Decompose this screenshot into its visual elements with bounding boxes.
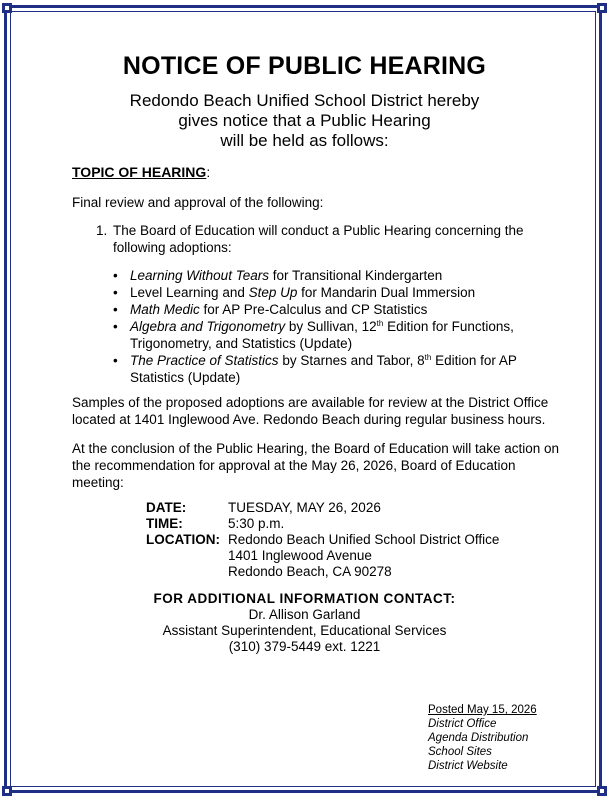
adoption-detail: Edition for Functions, (383, 319, 514, 334)
bullet-icon: • (113, 268, 118, 283)
border-corner-ornament (597, 3, 607, 13)
topic-colon: : (206, 164, 211, 180)
contact-position: Assistant Superintendent, Educational Services (162, 623, 447, 638)
adoption-title: The Practice of Statistics (130, 353, 279, 368)
samples-line: Samples of the proposed adoptions are available for review at the District Office (72, 395, 549, 410)
bullet-icon: • (113, 319, 118, 334)
border-corner-ornament (2, 786, 12, 796)
bullet-icon: • (113, 302, 118, 317)
adoption-detail: for Mandarin Dual Immersion (297, 285, 476, 300)
lead-text: Final review and approval of the following: (72, 195, 324, 210)
date-label: DATE: (146, 500, 187, 515)
item-text-line: The Board of Education will conduct a Public Hearing concerning the (113, 223, 524, 238)
item-text-line: following adoptions: (113, 240, 232, 255)
contact-phone: (310) 379-5449 ext. 1221 (228, 639, 381, 654)
adoption-line2: Trigonometry, and Statistics (Update) (130, 336, 353, 351)
adoption-detail: for AP Pre-Calculus and CP Statistics (199, 302, 428, 317)
distribution-item: District Website (428, 760, 508, 772)
time-label: TIME: (146, 516, 183, 531)
location-line: 1401 Inglewood Avenue (228, 548, 372, 563)
distribution-item: Agenda Distribution (428, 732, 529, 744)
adoption-title: Learning Without Tears (130, 268, 269, 283)
notice-title: NOTICE OF PUBLIC HEARING (122, 52, 487, 80)
location-label: LOCATION: (146, 532, 220, 547)
contact-name: Dr. Allison Garland (248, 607, 361, 622)
adoption-detail: by Starnes and Tabor, 8 (278, 353, 425, 368)
bullet-icon: • (113, 353, 118, 368)
bullet-icon: • (113, 285, 118, 300)
intro-line: will be held as follows: (220, 131, 389, 150)
distribution-item: District Office (428, 718, 497, 730)
border-corner-ornament (2, 3, 12, 13)
conclusion-line: the recommendation for approval at the May 26, 2026, Board of Education (72, 458, 516, 473)
conclusion-line: meeting: (72, 475, 124, 490)
item-number: 1. (96, 223, 108, 238)
adoption-title: Step Up (248, 285, 298, 300)
topic-label: TOPIC OF HEARING (72, 164, 207, 180)
intro-line: gives notice that a Public Hearing (178, 111, 431, 130)
posted-date: Posted May 15, 2026 (428, 704, 537, 716)
distribution-item: School Sites (428, 746, 492, 758)
intro-line: Redondo Beach Unified School District hereby (129, 91, 480, 110)
date-value: TUESDAY, MAY 26, 2026 (228, 500, 381, 515)
contact-heading: FOR ADDITIONAL INFORMATION CONTACT: (153, 591, 456, 606)
adoption-detail: for Transitional Kindergarten (268, 268, 443, 283)
ordinal-suffix: th (424, 353, 432, 362)
time-value: 5:30 p.m. (228, 516, 285, 531)
adoption-line2: Statistics (Update) (130, 370, 241, 385)
adoption-prefix: Level Learning and (130, 285, 249, 300)
topic-heading (72, 164, 210, 180)
location-line: Redondo Beach, CA 90278 (228, 564, 392, 579)
adoption-detail: by Sullivan, 12 (285, 319, 377, 334)
samples-line: located at 1401 Inglewood Ave. Redondo Beach during regular business hours. (72, 412, 546, 427)
adoption-title: Algebra and Trigonometry (130, 319, 286, 334)
adoption-title: Math Medic (130, 302, 200, 317)
adoption-detail: Edition for AP (431, 353, 517, 368)
location-line: Redondo Beach Unified School District Office (228, 532, 500, 547)
ordinal-suffix: th (376, 319, 384, 328)
border-corner-ornament (597, 786, 607, 796)
conclusion-line: At the conclusion of the Public Hearing, the Board of Education will take action on (72, 441, 560, 456)
